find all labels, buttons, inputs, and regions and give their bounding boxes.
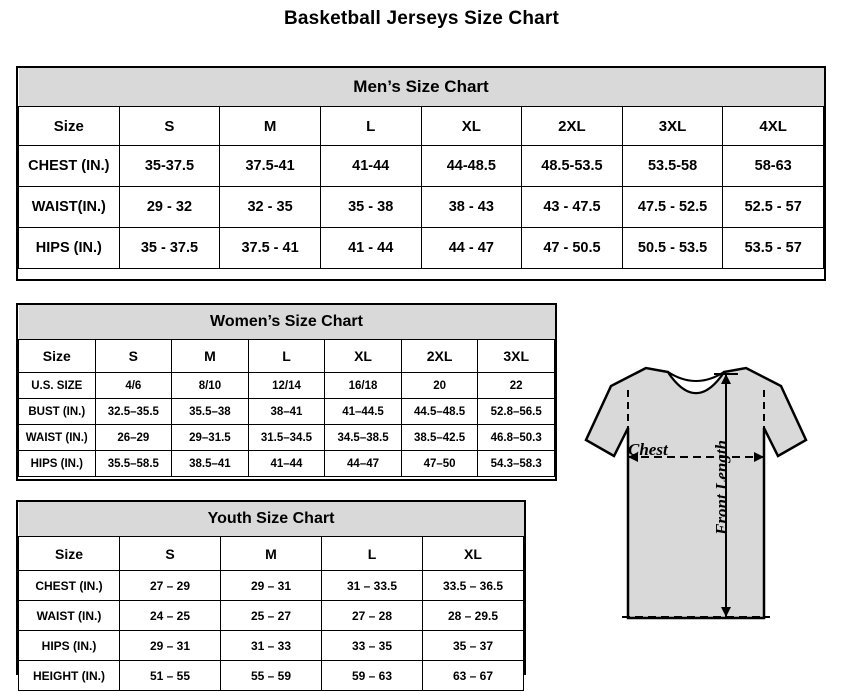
- table-cell: 44 - 47: [421, 228, 522, 269]
- row-label: WAIST (IN.): [19, 601, 120, 631]
- row-label: HIPS (IN.): [19, 451, 96, 477]
- table-cell: 53.5 - 57: [723, 228, 824, 269]
- column-header: 4XL: [723, 107, 824, 146]
- table-cell: 38–41: [248, 399, 325, 425]
- table-cell: 34.5–38.5: [325, 425, 402, 451]
- chest-label: Chest: [628, 440, 668, 459]
- table-cell: 41 - 44: [320, 228, 421, 269]
- table-cell: 29 - 32: [119, 187, 220, 228]
- table-cell: 58-63: [723, 146, 824, 187]
- table-header-row: [19, 340, 555, 373]
- table-row: [19, 451, 555, 477]
- youth-size-chart: [16, 500, 526, 683]
- table-cell: 31 – 33: [221, 631, 322, 661]
- table-caption-row: [19, 68, 824, 107]
- column-header: 2XL: [401, 340, 478, 373]
- table-cell: 27 – 28: [322, 601, 423, 631]
- column-header: S: [120, 537, 221, 571]
- column-header: M: [172, 340, 249, 373]
- table-cell: 20: [401, 373, 478, 399]
- column-header: 2XL: [522, 107, 623, 146]
- table-cell: 38 - 43: [421, 187, 522, 228]
- table-cell: 51 – 55: [120, 661, 221, 691]
- column-header: Size: [19, 107, 120, 146]
- column-header: Size: [19, 340, 96, 373]
- table-cell: 52.8–56.5: [478, 399, 555, 425]
- table-row: [19, 146, 824, 187]
- table-row: [19, 399, 555, 425]
- column-header: XL: [423, 537, 524, 571]
- table-cell: 47 - 50.5: [522, 228, 623, 269]
- column-header: S: [119, 107, 220, 146]
- table-row: [19, 187, 824, 228]
- table-cell: 31 – 33.5: [322, 571, 423, 601]
- table-cell: 44-48.5: [421, 146, 522, 187]
- table-cell: 31.5–34.5: [248, 425, 325, 451]
- table-cell: 48.5-53.5: [522, 146, 623, 187]
- table-cell: 59 – 63: [322, 661, 423, 691]
- column-header: 3XL: [478, 340, 555, 373]
- row-label: CHEST (IN.): [19, 571, 120, 601]
- womens-size-table: [18, 305, 555, 477]
- youth-chart-caption: Youth Size Chart: [19, 502, 524, 537]
- table-row: [19, 373, 555, 399]
- row-label: CHEST (IN.): [19, 146, 120, 187]
- table-cell: 50.5 - 53.5: [622, 228, 723, 269]
- page-title: Basketball Jerseys Size Chart: [283, 8, 560, 29]
- row-label: HEIGHT (IN.): [19, 661, 120, 691]
- table-cell: 52.5 - 57: [723, 187, 824, 228]
- table-cell: 41–44: [248, 451, 325, 477]
- table-cell: 22: [478, 373, 555, 399]
- column-header: L: [248, 340, 325, 373]
- table-cell: 24 – 25: [120, 601, 221, 631]
- row-label: WAIST (IN.): [19, 425, 96, 451]
- table-cell: 28 – 29.5: [423, 601, 524, 631]
- table-row: [19, 425, 555, 451]
- table-cell: 38.5–42.5: [401, 425, 478, 451]
- womens-chart-caption: Women’s Size Chart: [19, 305, 555, 340]
- table-cell: 32 - 35: [220, 187, 321, 228]
- table-cell: 4/6: [95, 373, 172, 399]
- mens-size-table: [18, 68, 824, 269]
- table-cell: 44–47: [325, 451, 402, 477]
- table-cell: 43 - 47.5: [522, 187, 623, 228]
- table-cell: 41–44.5: [325, 399, 402, 425]
- row-label: WAIST(IN.): [19, 187, 120, 228]
- column-header: M: [220, 107, 321, 146]
- table-cell: 54.3–58.3: [478, 451, 555, 477]
- table-cell: 35 – 37: [423, 631, 524, 661]
- column-header: S: [95, 340, 172, 373]
- shirt-outline: [586, 368, 806, 618]
- table-cell: 47.5 - 52.5: [622, 187, 723, 228]
- table-row: [19, 631, 524, 661]
- table-cell: 29 – 31: [221, 571, 322, 601]
- column-header: L: [322, 537, 423, 571]
- table-cell: 8/10: [172, 373, 249, 399]
- mens-size-chart: [16, 66, 826, 281]
- table-cell: 47–50: [401, 451, 478, 477]
- table-header-row: [19, 107, 824, 146]
- column-header: 3XL: [622, 107, 723, 146]
- table-caption-row: [19, 305, 555, 340]
- jersey-diagram: [556, 328, 836, 678]
- column-header: XL: [325, 340, 402, 373]
- front-length-label: Front Length: [712, 440, 731, 535]
- table-cell: 12/14: [248, 373, 325, 399]
- table-row: [19, 661, 524, 691]
- table-cell: 37.5 - 41: [220, 228, 321, 269]
- table-cell: 44.5–48.5: [401, 399, 478, 425]
- table-cell: 41-44: [320, 146, 421, 187]
- column-header: L: [320, 107, 421, 146]
- table-cell: 16/18: [325, 373, 402, 399]
- table-cell: 32.5–35.5: [95, 399, 172, 425]
- column-header: M: [221, 537, 322, 571]
- row-label: U.S. SIZE: [19, 373, 96, 399]
- table-row: [19, 228, 824, 269]
- table-cell: 63 – 67: [423, 661, 524, 691]
- table-cell: 35 - 38: [320, 187, 421, 228]
- table-cell: 35-37.5: [119, 146, 220, 187]
- table-cell: 26–29: [95, 425, 172, 451]
- table-cell: 35 - 37.5: [119, 228, 220, 269]
- youth-size-table: [18, 502, 524, 691]
- table-row: [19, 571, 524, 601]
- column-header: Size: [19, 537, 120, 571]
- table-cell: 35.5–38: [172, 399, 249, 425]
- table-cell: 55 – 59: [221, 661, 322, 691]
- row-label: BUST (IN.): [19, 399, 96, 425]
- table-cell: 53.5-58: [622, 146, 723, 187]
- womens-size-chart: [16, 303, 557, 481]
- table-header-row: [19, 537, 524, 571]
- table-cell: 35.5–58.5: [95, 451, 172, 477]
- table-cell: 25 – 27: [221, 601, 322, 631]
- jersey-illustration: [556, 328, 836, 678]
- table-cell: 33 – 35: [322, 631, 423, 661]
- table-caption-row: [19, 502, 524, 537]
- column-header: XL: [421, 107, 522, 146]
- table-row: [19, 601, 524, 631]
- table-cell: 37.5-41: [220, 146, 321, 187]
- table-cell: 27 – 29: [120, 571, 221, 601]
- row-label: HIPS (IN.): [19, 228, 120, 269]
- row-label: HIPS (IN.): [19, 631, 120, 661]
- mens-chart-caption: Men’s Size Chart: [19, 68, 824, 107]
- table-cell: 38.5–41: [172, 451, 249, 477]
- table-cell: 33.5 – 36.5: [423, 571, 524, 601]
- table-cell: 46.8–50.3: [478, 425, 555, 451]
- table-cell: 29–31.5: [172, 425, 249, 451]
- table-cell: 29 – 31: [120, 631, 221, 661]
